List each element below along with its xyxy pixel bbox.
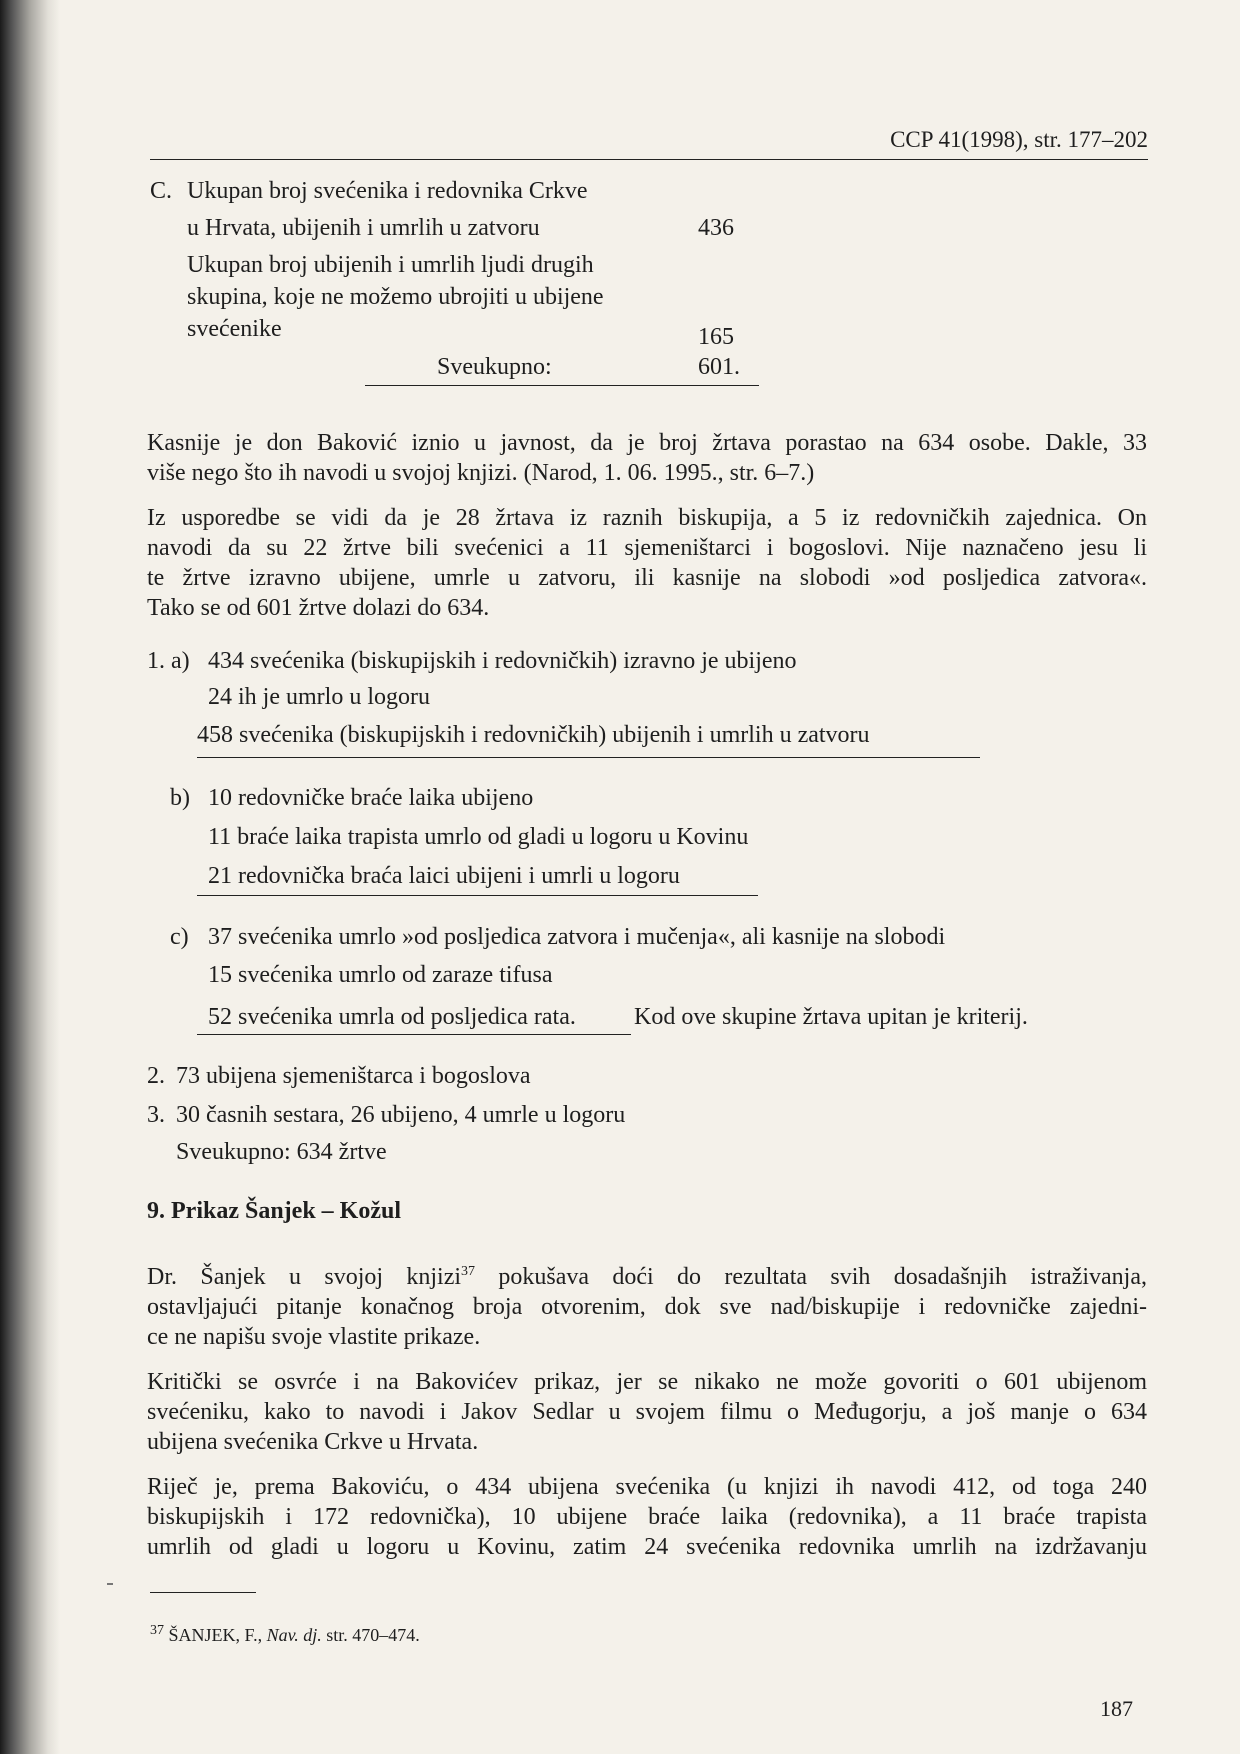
- subtotal-underline: [197, 1034, 631, 1035]
- paragraph-line: svećeniku, kako to navodi i Jakov Sedlar u svojem filmu o Međugorju, a još manje o 634: [147, 1399, 1147, 1425]
- paragraph-line: Iz usporedbe se vidi da je 28 žrtava iz raznih biskupija, a 5 iz redovničkih zajednica. On: [147, 505, 1147, 531]
- tally-total-label: Sveukupno:: [437, 354, 552, 380]
- scan-mark: [107, 1583, 113, 1585]
- list-line: 73 ubijena sjemeništarca i bogoslova: [176, 1063, 531, 1089]
- list-marker: c): [170, 924, 189, 950]
- section-c-label: C.: [150, 178, 173, 204]
- running-title: CCP 41(1998), str. 177–202: [890, 127, 1148, 152]
- list-line: 11 braće laika trapista umrlo od gladi u logoru u Kovinu: [208, 824, 749, 850]
- list-marker: b): [170, 785, 190, 811]
- binding-shadow: [0, 0, 60, 1754]
- page-number: 187: [1100, 1696, 1133, 1721]
- paragraph-line: ostavljajući pitanje konačnog broja otvorenim, dok sve nad/biskupije i redovničke zajedni-: [147, 1294, 1147, 1320]
- list-line-subtotal: 21 redovnička braća laici ubijeni i umrli u logoru: [208, 863, 680, 889]
- list-line: 24 ih je umrlo u logoru: [208, 684, 430, 710]
- paragraph: [147, 1367, 1147, 1457]
- paragraph-line: ubijena svećenika Crkve u Hrvata.: [147, 1429, 479, 1455]
- footnote-ref: 37: [461, 1264, 476, 1279]
- list-marker: 1. a): [147, 648, 190, 674]
- paragraph-line: više nego što ih navodi u svojoj knjizi. (Narod, 1. 06. 1995., str. 6–7.): [147, 460, 815, 486]
- list-line: 30 časnih sestara, 26 ubijeno, 4 umrle u logoru: [176, 1102, 626, 1128]
- footnote-marker: 37: [150, 1623, 164, 1638]
- footnote-pages: str. 470–474.: [321, 1625, 420, 1645]
- total-underline: [365, 385, 759, 386]
- tally-line: Ukupan broj ubijenih i umrlih ljudi drugih: [187, 252, 594, 278]
- paragraph-line: Kasnije je don Baković iznio u javnost, da je broj žrtava porastao na 634 osobe. Dakle, 33: [147, 430, 1147, 456]
- list-marker: 3.: [147, 1102, 165, 1128]
- subtotal-underline: [197, 895, 758, 896]
- tally-value: 436: [698, 215, 734, 241]
- tally-line: Ukupan broj svećenika i redovnika Crkve: [187, 178, 588, 204]
- list-line-subtotal: 458 svećenika (biskupijskih i redovničkih) ubijenih i umrlih u zatvoru: [197, 722, 870, 748]
- list-line: 10 redovničke braće laika ubijeno: [208, 785, 534, 811]
- paragraph: [147, 1472, 1147, 1562]
- section-heading: 9. Prikaz Šanjek – Kožul: [147, 1198, 402, 1224]
- list-marker: 2.: [147, 1063, 165, 1089]
- tally-value: 165: [698, 324, 734, 350]
- paragraph: [147, 1262, 1147, 1352]
- paragraph-line: Tako se od 601 žrtve dolazi do 634.: [147, 595, 490, 621]
- paragraph-line: Kritički se osvrće i na Bakovićev prikaz, jer se nikako ne može govoriti o 601 ubijenom: [147, 1369, 1147, 1395]
- paragraph-line: [147, 1262, 1147, 1292]
- list-line-subtotal: 52 svećenika umrla od posljedica rata.: [208, 1004, 576, 1030]
- list-line: 15 svećenika umrlo od zaraze tifusa: [208, 962, 553, 988]
- running-header: [150, 125, 1148, 160]
- tally-line: svećenike: [187, 316, 282, 342]
- subtotal-underline: [197, 757, 980, 758]
- footnote-work: Nav. dj.: [266, 1625, 322, 1645]
- paragraph: [147, 503, 1147, 623]
- footnote-separator: [150, 1592, 256, 1593]
- list-line: 434 svećenika (biskupijskih i redovničkih) izravno je ubijeno: [208, 648, 797, 674]
- tally-line: skupina, koje ne možemo ubrojiti u ubijene: [187, 284, 604, 310]
- list-total: Sveukupno: 634 žrtve: [176, 1139, 387, 1165]
- footnote: [150, 1625, 420, 1646]
- paragraph-line: te žrtve izravno ubijene, umrle u zatvoru, ili kasnije na slobodi »od posljedica zatvora«.: [147, 565, 1147, 591]
- paragraph-line: navodi da su 22 žrtve bili svećenici a 11 sjemeništarci i bogoslovi. Nije naznačeno jesu li: [147, 535, 1147, 561]
- list-line: 37 svećenika umrlo »od posljedica zatvora i mučenja«, ali kasnije na slobodi: [208, 924, 946, 950]
- tally-total-value: 601.: [698, 354, 740, 380]
- paragraph-line: umrlih od gladi u logoru u Kovinu, zatim 24 svećenika redovnika umrlih na izdržavanju: [147, 1534, 1147, 1560]
- text-run: pokušava doći do rezultata svih dosadašnjih istraživanja,: [475, 1264, 1147, 1290]
- text-run: Dr. Šanjek u svojoj knjizi: [147, 1264, 462, 1290]
- tally-line: u Hrvata, ubijenih i umrlih u zatvoru: [187, 215, 540, 241]
- paragraph: [147, 428, 1147, 488]
- paragraph-line: ce ne napišu svoje vlastite prikaze.: [147, 1324, 481, 1350]
- paragraph-line: biskupijskih i 172 redovnička), 10 ubijene braće laika (redovnika), a 11 braće trapista: [147, 1504, 1147, 1530]
- paragraph-line: Riječ je, prema Bakoviću, o 434 ubijena svećenika (u knjizi ih navodi 412, od toga 240: [147, 1474, 1147, 1500]
- footnote-author: ŠANJEK, F.,: [168, 1625, 267, 1645]
- list-line-comment: Kod ove skupine žrtava upitan je kriterij.: [634, 1004, 1028, 1030]
